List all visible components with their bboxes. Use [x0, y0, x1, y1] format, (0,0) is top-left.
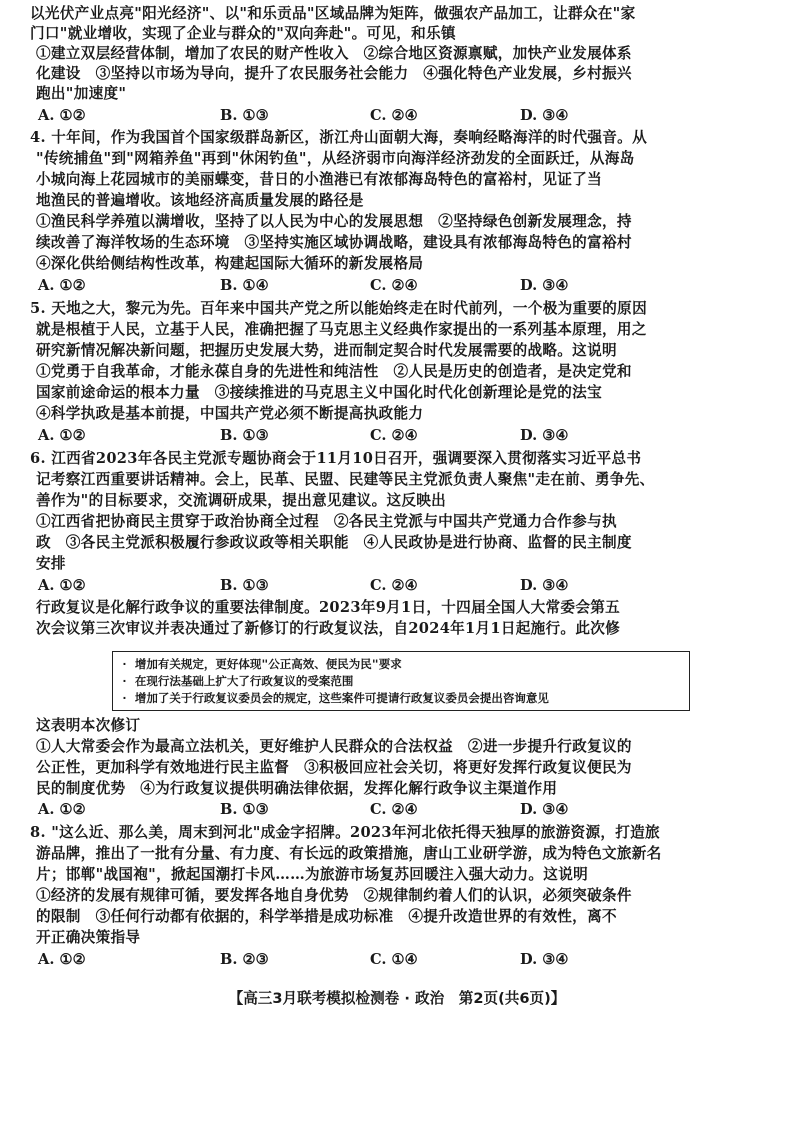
q3-option-c[interactable]: C. ②④	[370, 107, 418, 124]
q7-after-4: 民的制度优势 ④为行政复议提供明确法律依据，发挥化解行政争议主渠道作用	[36, 780, 558, 797]
q6-line-4: ①江西省把协商民主贯穿于政治协商全过程 ②各民主党派与中国共产党通力合作参与执	[36, 513, 617, 530]
q7-line-1: 行政复议是化解行政争议的重要法律制度。2023年9月1日，十四届全国人大常委会第五	[36, 599, 621, 616]
q5-line-1: 5. 天地之大，黎元为先。百年来中国共产党之所以能始终走在时代前列，一个极为重要的原因	[30, 300, 647, 317]
q7-option-a[interactable]: A. ①②	[38, 801, 86, 818]
q8-option-c[interactable]: C. ①④	[370, 951, 418, 968]
q3-line-4: 化建设 ③坚持以市场为导向，提升了农民服务社会能力 ④强化特色产业发展，乡村振兴	[36, 65, 632, 82]
q4-line-1: 4. 十年间，作为我国首个国家级群岛新区，浙江舟山面朝大海，奏响经略海洋的时代强音。从	[30, 129, 647, 146]
q8-line-1: 8. "这么近、那么美，周末到河北"成金字招牌。2023年河北依托得天独厚的旅游资源，打造旅	[30, 824, 660, 841]
q3-option-a[interactable]: A. ①②	[38, 107, 86, 124]
q4-line-6: 续改善了海洋牧场的生态环境 ③坚持实施区域协调战略，建设具有浓郁海岛特色的富裕村	[36, 234, 632, 251]
q4-line-4: 地渔民的普遍增收。该地经济高质量发展的路径是	[36, 192, 364, 209]
q4-option-a[interactable]: A. ①②	[38, 277, 86, 294]
q8-line-6: 开正确决策指导	[36, 929, 141, 946]
q3-line-5: 跑出"加速度"	[36, 85, 127, 102]
q6-line-3: 善作为"的目标要求，交流调研成果，提出意见建议。这反映出	[36, 492, 447, 509]
q5-line-3: 研究新情况解决新问题，把握历史发展大势，进而制定契合时代发展需要的战略。这说明	[36, 342, 617, 359]
q4-line-2: "传统捕鱼"到"网箱养鱼"再到"休闲钓鱼"，从经济弱市向海洋经济劲发的全面跃迁，从海岛	[36, 150, 635, 167]
q4-line-3: 小城向海上花园城市的美丽蝶变，昔日的小渔港已有浓郁海岛特色的富裕村，见证了当	[36, 171, 602, 188]
q5-line-6: ④科学执政是基本前提，中国共产党必须不断提高执政能力	[36, 405, 424, 422]
q7-option-c[interactable]: C. ②④	[370, 801, 418, 818]
revision-highlights-box	[112, 651, 690, 711]
q3-line-2: 门口"就业增收，实现了企业与群众的"双向奔赴"。可见，和乐镇	[30, 25, 456, 42]
q6-line-1: 6. 江西省2023年各民主党派专题协商会于11月10日召开，强调要深入贯彻落实习近平总书	[30, 450, 642, 467]
highlight-item: · 在现行法基础上扩大了行政复议的受案范围	[121, 674, 354, 688]
q8-option-d[interactable]: D. ③④	[520, 951, 569, 968]
q6-option-c[interactable]: C. ②④	[370, 577, 418, 594]
q8-line-4: ①经济的发展有规律可循，要发挥各地自身优势 ②规律制约着人们的认识，必须突破条件	[36, 887, 632, 904]
page-footer: 【高三3月联考模拟检测卷 · 政治 第2页(共6页)】	[228, 990, 566, 1007]
q5-option-b[interactable]: B. ①③	[220, 427, 269, 444]
q6-line-6: 安排	[36, 555, 66, 572]
q7-after-3: 公正性，更加科学有效地进行民主监督 ③积极回应社会关切，将更好发挥行政复议便民为	[36, 759, 632, 776]
q4-option-c[interactable]: C. ②④	[370, 277, 418, 294]
q6-option-a[interactable]: A. ①②	[38, 577, 86, 594]
q5-option-d[interactable]: D. ③④	[520, 427, 569, 444]
q7-line-2: 次会议第三次审议并表决通过了新修订的行政复议法，自2024年1月1日起施行。此次修	[36, 620, 621, 637]
q7-option-b[interactable]: B. ①③	[220, 801, 269, 818]
q4-option-d[interactable]: D. ③④	[520, 277, 569, 294]
highlight-item: · 增加有关规定，更好体现"公正高效、便民为民"要求	[121, 657, 402, 671]
q7-after-1: 这表明本次修订	[36, 717, 141, 734]
q3-line-1: 以光伏产业点亮"阳光经济"、以"和乐贡品"区域品牌为矩阵，做强农产品加工，让群众在"家	[30, 5, 636, 22]
q4-line-7: ④深化供给侧结构性改革，构建起国际大循环的新发展格局	[36, 255, 424, 272]
q6-option-b[interactable]: B. ①③	[220, 577, 269, 594]
q5-line-4: ①党勇于自我革命，才能永葆自身的先进性和纯洁性 ②人民是历史的创造者，是决定党和	[36, 363, 632, 380]
q4-option-b[interactable]: B. ①④	[220, 277, 269, 294]
q3-line-3: ①建立双层经营体制，增加了农民的财产性收入 ②综合地区资源禀赋，加快产业发展体系	[36, 45, 632, 62]
q8-option-b[interactable]: B. ②③	[220, 951, 269, 968]
q5-line-5: 国家前途命运的根本力量 ③接续推进的马克思主义中国化时代化创新理论是党的法宝	[36, 384, 602, 401]
q7-after-2: ①人大常委会作为最高立法机关，更好维护人民群众的合法权益 ②进一步提升行政复议的	[36, 738, 632, 755]
q4-line-5: ①渔民科学养殖以满增收，坚持了以人民为中心的发展思想 ②坚持绿色创新发展理念，持	[36, 213, 632, 230]
q5-line-2: 就是根植于人民，立基于人民，准确把握了马克思主义经典作家提出的一系列基本原理，用之	[36, 321, 647, 338]
q6-line-5: 政 ③各民主党派积极履行参政议政等相关职能 ④人民政协是进行协商、监督的民主制度	[36, 534, 632, 551]
q6-option-d[interactable]: D. ③④	[520, 577, 569, 594]
highlight-item: · 增加了关于行政复议委员会的规定，这些案件可提请行政复议委员会提出咨询意见	[121, 691, 549, 705]
q8-line-3: 片；邯郸"战国袍"，掀起国潮打卡风……为旅游市场复苏回暖注入强大动力。这说明	[36, 866, 588, 883]
q3-option-d[interactable]: D. ③④	[520, 107, 569, 124]
q8-line-5: 的限制 ③任何行动都有依据的，科学举措是成功标准 ④提升改造世界的有效性，离不	[36, 908, 617, 925]
q5-option-c[interactable]: C. ②④	[370, 427, 418, 444]
q6-line-2: 记考察江西重要讲话精神。会上，民革、民盟、民建等民主党派负责人聚焦"走在前、勇争先、	[36, 471, 655, 488]
q8-line-2: 游品牌，推出了一批有分量、有力度、有长远的政策措施，唐山工业研学游，成为特色文旅新名	[36, 845, 662, 862]
q7-option-d[interactable]: D. ③④	[520, 801, 569, 818]
q8-option-a[interactable]: A. ①②	[38, 951, 86, 968]
q5-option-a[interactable]: A. ①②	[38, 427, 86, 444]
q3-option-b[interactable]: B. ①③	[220, 107, 269, 124]
